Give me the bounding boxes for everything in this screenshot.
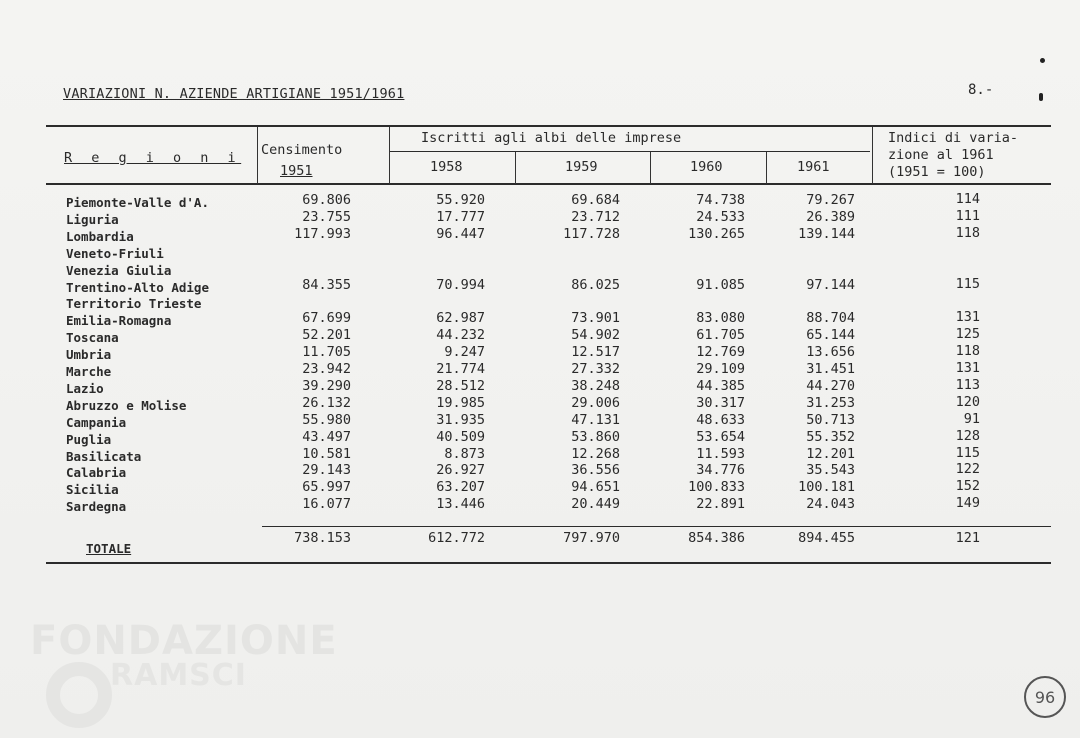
cell-y1960: 12.769 [696,344,745,361]
iscritti-subrule [390,151,870,152]
cell-y1961: 97.144 [806,276,855,293]
cell-y1960: 29.109 [696,361,745,377]
region-name: Basilicata [66,448,142,464]
svg-text:96: 96 [1034,688,1056,707]
region-name: Puglia [66,431,112,447]
cell-y1959: 69.684 [571,192,620,208]
cell-y1961: 31.253 [806,394,855,411]
cell-c1951: 23.942 [302,361,351,377]
header-censimento-year: 1951 [280,163,313,179]
cell-c1951: 69.806 [302,192,351,208]
ink-speck [1039,93,1043,101]
cell-y1960: 34.776 [696,462,745,479]
column-divider [872,127,873,184]
cell-y1958: 21.774 [436,361,485,377]
cell-y1959: 12.517 [571,344,620,361]
cell-y1960: 22.891 [696,496,745,513]
cell-y1959: 12.268 [571,445,620,462]
cell-c1951: 65.997 [302,479,351,496]
header-year-1959: 1959 [565,159,598,175]
table-bottom-rule [46,562,1051,564]
column-divider [650,152,651,184]
cell-y1959: 20.449 [571,496,620,513]
cell-c1951: 39.290 [302,377,351,394]
total-1960: 854.386 [688,530,745,546]
cell-y1959: 117.728 [563,225,620,242]
cell-y1959: 23.712 [571,208,620,225]
cell-index: 115 [955,275,980,292]
cell-c1951: 117.993 [294,225,351,242]
cell-y1959: 29.006 [571,394,620,411]
cell-y1958: 13.446 [436,496,485,513]
cell-index: 131 [955,309,980,326]
cell-y1961: 44.270 [806,377,855,394]
document-title: VARIAZIONI N. AZIENDE ARTIGIANE 1951/1961 [63,86,405,102]
cell-y1960: 74.738 [696,192,745,208]
cell-index: 152 [955,478,980,495]
region-name: Sardegna [66,499,127,515]
total-1951: 738.153 [294,530,351,546]
watermark-text: RAMSCI [110,658,247,693]
cell-y1959: 73.901 [571,310,620,327]
total-1958: 612.772 [428,530,485,546]
cell-y1961: 13.656 [806,344,855,361]
region-name: Calabria [66,465,127,481]
header-censimento: Censimento [261,142,343,158]
total-top-rule [262,526,1051,527]
total-index: 121 [955,530,980,546]
cell-index: 118 [955,224,980,241]
cell-y1961: 26.389 [806,208,855,225]
cell-y1959: 38.248 [571,377,620,394]
region-name: Toscana [66,330,119,346]
cell-y1958: 8.873 [444,445,485,462]
cell-y1959: 36.556 [571,462,620,479]
cell-index: 115 [955,444,980,461]
cell-index: 114 [955,191,980,207]
cell-y1958: 40.509 [436,428,485,445]
cell-c1951: 67.699 [302,310,351,327]
cell-y1961: 50.713 [806,411,855,428]
cell-y1961: 79.267 [806,192,855,208]
cell-y1961: 139.144 [798,225,855,242]
region-name: Campania [66,414,127,430]
cell-y1959: 94.651 [571,479,620,496]
region-name: Abruzzo e Molise [66,397,187,413]
cell-y1958: 63.207 [436,479,485,496]
region-name: Veneto-Friuli [66,245,164,261]
cell-y1960: 44.385 [696,377,745,394]
cell-y1958: 70.994 [436,276,485,293]
watermark-logo [46,662,112,728]
cell-c1951: 29.143 [302,462,351,479]
cell-y1958: 19.985 [436,394,485,411]
cell-y1961: 12.201 [806,445,855,462]
cell-y1961: 35.543 [806,462,855,479]
cell-y1958: 9.247 [444,344,485,361]
cell-y1961: 24.043 [806,496,855,513]
column-divider [766,152,767,184]
column-divider [515,152,516,184]
region-name: Emilia-Romagna [66,313,172,329]
cell-y1958: 26.927 [436,462,485,479]
cell-c1951: 26.132 [302,394,351,411]
stamp-icon [1020,672,1070,722]
cell-y1958: 28.512 [436,377,485,394]
table-top-rule [46,125,1051,127]
cell-index: 91 [963,410,980,427]
cell-index: 118 [955,343,980,360]
cell-y1960: 130.265 [688,225,745,242]
header-year-1961: 1961 [797,159,830,175]
cell-y1958: 17.777 [436,208,485,225]
region-name: Marche [66,364,112,379]
header-regioni: R e g i o n i [64,150,242,166]
cell-c1951: 11.705 [302,344,351,361]
cell-index: 149 [955,495,980,512]
cell-y1958: 62.987 [436,310,485,327]
cell-y1961: 65.144 [806,327,855,344]
cell-c1951: 43.497 [302,428,351,445]
cell-y1958: 96.447 [436,225,485,242]
cell-c1951: 23.755 [302,208,351,225]
cell-y1958: 31.935 [436,411,485,428]
header-year-1960: 1960 [690,159,723,175]
total-1961: 894.455 [798,530,855,546]
cell-y1960: 100.833 [688,479,745,496]
region-name: Piemonte-Valle d'A. [66,195,209,210]
cell-y1960: 53.654 [696,428,745,445]
header-indici: zione al 1961 [888,147,994,163]
cell-y1960: 48.633 [696,411,745,428]
cell-index: 125 [955,326,980,343]
region-name: Trentino-Alto Adige [66,279,209,295]
region-name: Lazio [66,380,104,396]
region-name: Liguria [66,211,119,227]
cell-c1951: 52.201 [302,327,351,344]
header-indici: Indici di varia- [888,130,1019,146]
cell-y1959: 54.902 [571,327,620,344]
cell-index: 111 [955,207,980,224]
cell-y1961: 31.451 [806,361,855,377]
header-iscritti: Iscritti agli albi delle imprese [421,130,682,146]
cell-y1959: 27.332 [571,361,620,377]
cell-index: 122 [955,461,980,478]
cell-y1960: 24.533 [696,208,745,225]
cell-y1960: 61.705 [696,327,745,344]
cell-c1951: 10.581 [302,445,351,462]
cell-y1960: 83.080 [696,310,745,327]
cell-y1959: 47.131 [571,411,620,428]
cell-y1960: 91.085 [696,276,745,293]
total-1959: 797.970 [563,530,620,546]
ink-speck [1040,58,1045,63]
cell-c1951: 84.355 [302,276,351,293]
header-indici: (1951 = 100) [888,164,986,180]
cell-y1960: 30.317 [696,394,745,411]
cell-y1960: 11.593 [696,445,745,462]
cell-y1959: 86.025 [571,276,620,293]
region-name: Umbria [66,347,112,363]
watermark-text: FONDAZIONE [30,618,338,664]
cell-y1961: 88.704 [806,310,855,327]
region-name: Lombardia [66,228,134,244]
cell-y1958: 55.920 [436,192,485,208]
column-divider [257,127,258,184]
cell-y1959: 53.860 [571,428,620,445]
region-name: Venezia Giulia [66,262,172,278]
cell-index: 113 [955,376,980,393]
page-number: 8.- [968,82,994,98]
cell-index: 128 [955,427,980,444]
cell-y1961: 100.181 [798,479,855,496]
header-year-1958: 1958 [430,159,463,175]
cell-c1951: 55.980 [302,411,351,428]
header-bottom-rule [46,183,1051,185]
cell-index: 120 [955,393,980,410]
cell-index: 131 [955,360,980,376]
cell-y1961: 55.352 [806,428,855,445]
cell-c1951: 16.077 [302,496,351,513]
total-label: TOTALE [86,541,132,556]
region-name: Sicilia [66,482,119,498]
region-name: Territorio Trieste [66,296,202,312]
cell-y1958: 44.232 [436,327,485,344]
column-divider [389,127,390,184]
